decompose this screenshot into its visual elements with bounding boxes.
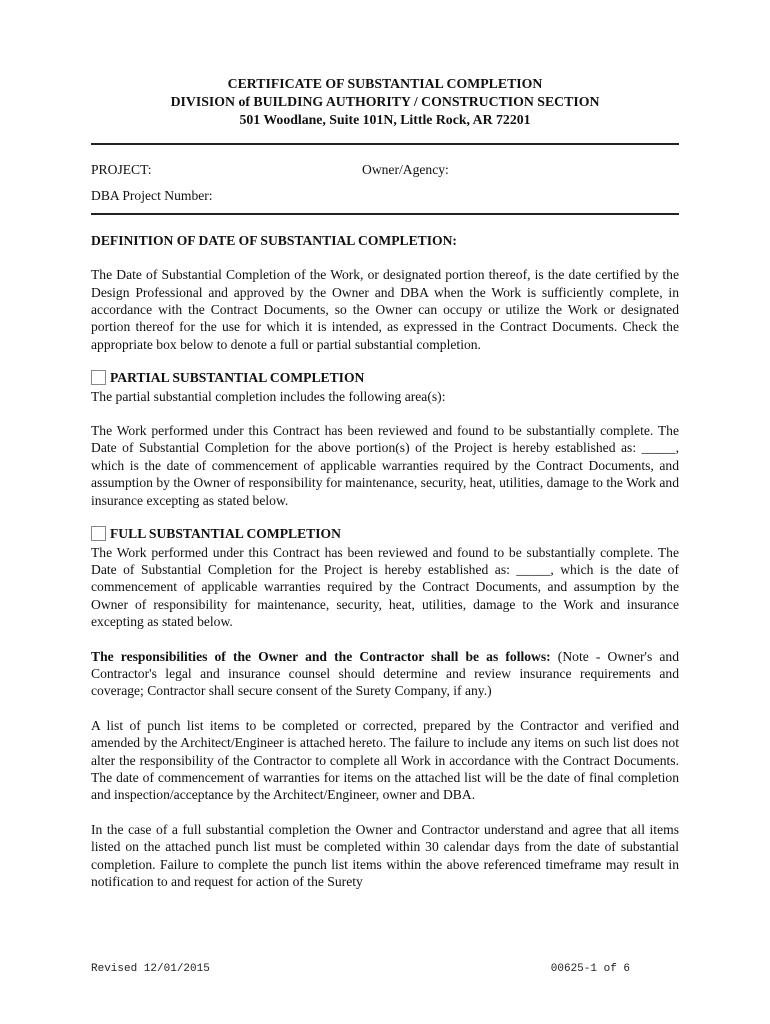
revision-date: Revised 12/01/2015: [91, 963, 210, 975]
full-completion-title: FULL SUBSTANTIAL COMPLETION: [110, 526, 341, 542]
partial-completion-checkbox[interactable]: [91, 370, 106, 385]
page-number: 00625-1 of 6: [550, 963, 630, 975]
full-completion-heading: [91, 525, 679, 542]
definition-paragraph: The Date of Substantial Completion of the Work, or designated portion thereof, is the date certified by the Design Professional and approved by the Owner and DBA when the Work is sufficiently complete, in accordance with the Contract Documents, so the Owner can occupy or utilize the Work or designated portion thereof for the use for which it is intended, as expressed in the Contract Documents. Check the appropriate box below to denote a full or partial substantial completion.: [91, 267, 679, 352]
partial-completion-paragraph: The Work performed under this Contract has been reviewed and found to be substantially complete. The Date of Substantial Completion for the above portion(s) of the Project is hereby established as: _____, which is the date of commencement of applicable warranties required by the Contract Documents, and assumption by the Owner of responsibility for maintenance, security, heat, utilities, damage to the Work and insurance excepting as stated below.: [91, 423, 679, 508]
address-line: 501 Woodlane, Suite 101N, Little Rock, AR 72201: [239, 112, 531, 127]
certificate-title: CERTIFICATE OF SUBSTANTIAL COMPLETION: [227, 76, 543, 91]
project-divider: [91, 213, 679, 215]
owner-agency-label: Owner/Agency:: [362, 162, 449, 177]
full-case-paragraph: In the case of a full substantial completion the Owner and Contractor understand and agree that all items listed on the attached punch list must be completed within 30 calendar days from the date of substantial completion. Failure to complete the punch list items within the above referenced timeframe may result in notification to and request for action of the Surety: [91, 821, 679, 889]
project-label: PROJECT:: [91, 162, 152, 177]
responsibilities-lead: The responsibilities of the Owner and the Contractor shall be as follows:: [91, 648, 551, 664]
responsibilities-paragraph: [91, 648, 679, 700]
full-completion-checkbox[interactable]: [91, 526, 106, 541]
definition-heading: DEFINITION OF DATE OF SUBSTANTIAL COMPLETION:: [91, 232, 457, 248]
division-title: DIVISION of BUILDING AUTHORITY / CONSTRUCTION SECTION: [170, 94, 600, 109]
document-content: [91, 75, 679, 890]
punch-list-paragraph: A list of punch list items to be completed or corrected, prepared by the Contractor and verified and amended by the Architect/Engineer is attached hereto. The failure to include any items on such list does not alter the responsibility of the Contractor to complete all Work in accordance with the Contract Documents. The date of commencement of warranties for items on the attached list will be the date of final completion and inspection/acceptance by the Architect/Engineer, owner and DBA.: [91, 717, 679, 803]
partial-completion-title: PARTIAL SUBSTANTIAL COMPLETION: [110, 370, 365, 386]
header-divider: [91, 143, 679, 145]
document-header: [91, 75, 679, 129]
full-completion-paragraph: The Work performed under this Contract has been reviewed and found to be substantially complete. The Date of Substantial Completion for the Project is hereby established as: _____, which is the date of commencement of applicable warranties required by the Contract Documents, and assumption by the Owner of responsibility for maintenance, security, heat, utilities, damage to the Work and insurance excepting as stated below.: [91, 544, 679, 630]
responsibilities-note: (Note - Owner's and Contractor's legal and insurance counsel should determine and review insurance requirements and coverage; Contractor shall secure consent of the Surety Company, if any.): [91, 648, 679, 699]
dba-project-number-label: DBA Project Number:: [91, 188, 213, 204]
project-row: [91, 161, 679, 178]
page-footer: [91, 963, 630, 975]
partial-areas-line: The partial substantial completion includes the following area(s):: [91, 388, 446, 404]
partial-completion-heading: [91, 369, 679, 386]
